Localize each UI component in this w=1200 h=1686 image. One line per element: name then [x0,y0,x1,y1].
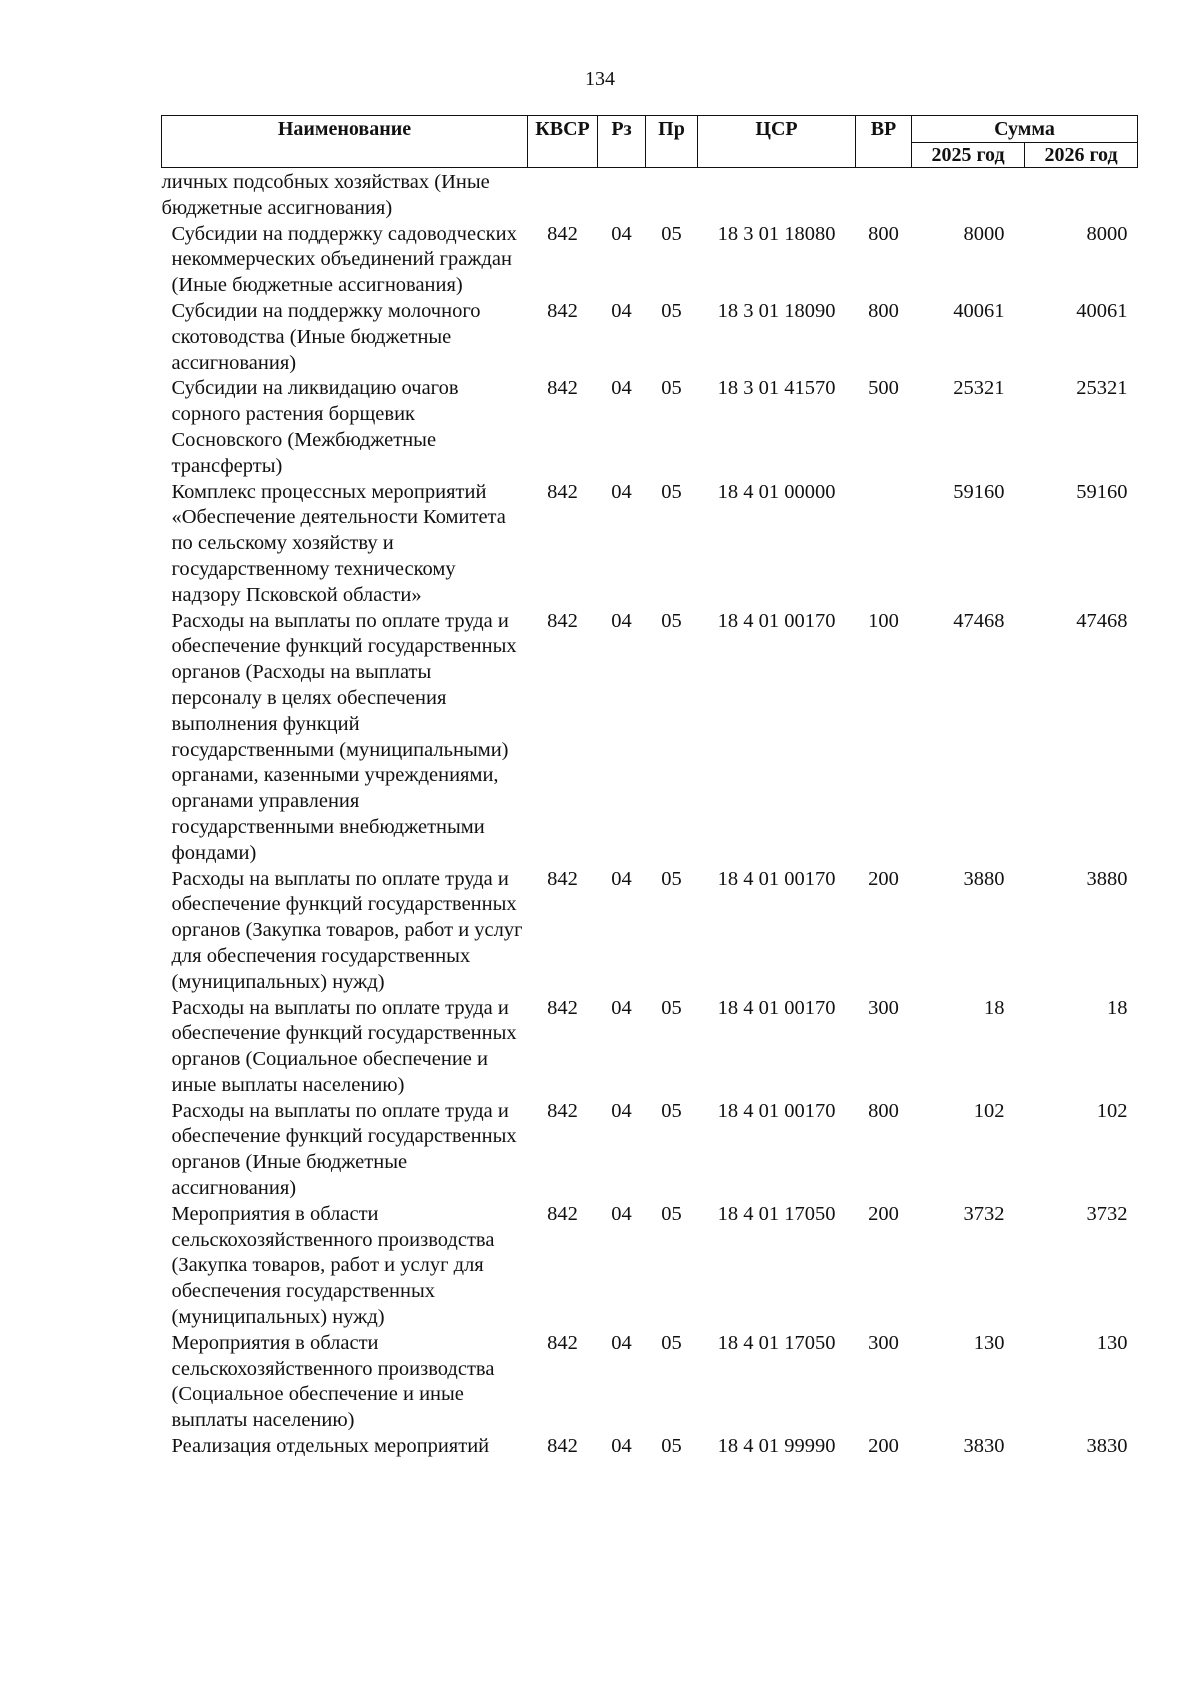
row-amount-2026: 3880 [1086,867,1128,890]
row-kvsr [528,168,598,222]
row-name: Расходы на выплаты по оплате труда и обеспечение функций государственных органов (Расходы на выплаты персоналу в целях обеспечения выполнения функций государственными (муниципальными) органами, казенными учреждениями, органами управления государственными внебюджетными фондами) [171,609,517,864]
table-row [162,867,1138,996]
row-csr: 18 3 01 18090 [717,299,836,322]
header-kvsr: КВСР [528,116,598,168]
row-rz [598,168,646,222]
row-amount-2025: 18 [984,996,1005,1019]
row-vr: 800 [868,1099,899,1122]
budget-table-container [161,115,1137,1460]
table-row [162,480,1138,609]
row-vr: 800 [868,299,899,322]
header-pr: Пр [646,116,698,168]
row-csr: 18 4 01 00170 [717,867,836,890]
table-row [162,609,1138,867]
row-vr: 100 [868,609,899,632]
row-name: Расходы на выплаты по оплате труда и обеспечение функций государственных органов (Иные бюджетные ассигнования) [171,1099,517,1200]
row-kvsr: 842 [547,480,578,503]
header-rz: Рз [598,116,646,168]
row-amount-2025 [912,168,1025,222]
row-name: личных подсобных хозяйствах (Иные бюджетные ассигнования) [161,171,490,219]
row-rz: 04 [611,996,632,1019]
row-kvsr: 842 [547,1202,578,1225]
row-name: Субсидии на поддержку молочного скотоводства (Иные бюджетные ассигнования) [171,299,481,374]
row-kvsr: 842 [547,299,578,322]
row-pr: 05 [661,609,682,632]
row-kvsr: 842 [547,1331,578,1354]
row-pr: 05 [661,1331,682,1354]
table-row [162,1202,1138,1331]
row-amount-2026: 3830 [1086,1435,1128,1458]
row-amount-2025: 130 [973,1331,1005,1354]
row-name: Мероприятия в области сельскохозяйственного производства (Закупка товаров, работ и услуг для обеспечения государственных (муниципальных) нужд) [171,1202,495,1329]
row-kvsr: 842 [547,222,578,245]
header-name: Наименование [162,116,528,168]
row-name: Субсидии на поддержку садоводческих некоммерческих объединений граждан (Иные бюджетные ассигнования) [171,222,517,297]
row-csr: 18 4 01 99990 [717,1435,836,1458]
row-kvsr: 842 [547,609,578,632]
row-vr [856,168,912,222]
row-amount-2026: 8000 [1086,222,1128,245]
header-year-2025: 2025 год [912,143,1025,168]
row-pr: 05 [661,867,682,890]
row-rz: 04 [611,867,632,890]
row-csr: 18 3 01 18080 [717,222,836,245]
header-vr: ВР [856,116,912,168]
row-amount-2026: 40061 [1076,299,1128,322]
row-csr: 18 4 01 00170 [717,1099,836,1122]
table-row [162,222,1138,299]
table-header [162,116,1138,168]
row-amount-2025: 47468 [953,609,1005,632]
row-amount-2026 [1025,168,1138,222]
row-csr: 18 4 01 17050 [717,1202,836,1225]
row-vr [856,480,912,609]
row-csr: 18 3 01 41570 [717,377,836,400]
row-pr: 05 [661,1099,682,1122]
row-amount-2026: 102 [1096,1099,1128,1122]
table-row [162,1434,1138,1460]
row-amount-2026: 59160 [1076,480,1128,503]
row-pr: 05 [661,299,682,322]
row-amount-2025: 25321 [953,377,1005,400]
row-vr: 200 [868,1435,899,1458]
row-csr: 18 4 01 00000 [717,480,836,503]
row-amount-2025: 59160 [953,480,1005,503]
row-name: Мероприятия в области сельскохозяйственного производства (Социальное обеспечение и иные выплаты населению) [171,1331,495,1432]
row-kvsr: 842 [547,996,578,1019]
row-amount-2025: 8000 [963,222,1005,245]
row-name: Расходы на выплаты по оплате труда и обеспечение функций государственных органов (Социальное обеспечение и иные выплаты населению) [171,996,517,1096]
header-year-2026: 2026 год [1025,143,1138,168]
budget-table [161,115,1138,1460]
header-sum: Сумма [912,116,1138,143]
row-rz: 04 [611,609,632,632]
row-rz: 04 [611,1202,632,1225]
row-amount-2025: 3830 [963,1435,1005,1458]
table-row [162,299,1138,376]
table-row [162,168,1138,222]
row-rz: 04 [611,480,632,503]
row-vr: 800 [868,222,899,245]
row-amount-2025: 102 [973,1099,1005,1122]
row-pr: 05 [661,1435,682,1458]
row-rz: 04 [611,222,632,245]
row-name: Реализация отдельных мероприятий [171,1435,490,1458]
row-amount-2025: 3732 [963,1202,1005,1225]
row-rz: 04 [611,1435,632,1458]
table-body [162,168,1138,1460]
row-amount-2026: 25321 [1076,377,1128,400]
row-name: Субсидии на ликвидацию очагов сорного растения борщевик Сосновского (Межбюджетные трансферты) [171,377,459,477]
row-pr: 05 [661,222,682,245]
row-vr: 200 [868,1202,899,1225]
row-csr: 18 4 01 17050 [717,1331,836,1354]
row-vr: 500 [868,377,899,400]
row-csr: 18 4 01 00170 [717,996,836,1019]
row-vr: 300 [868,1331,899,1354]
row-rz: 04 [611,1099,632,1122]
row-amount-2026: 3732 [1086,1202,1128,1225]
row-vr: 200 [868,867,899,890]
row-amount-2026: 130 [1096,1331,1128,1354]
row-kvsr: 842 [547,377,578,400]
row-kvsr: 842 [547,1435,578,1458]
row-rz: 04 [611,377,632,400]
row-pr: 05 [661,377,682,400]
table-row [162,1099,1138,1202]
row-amount-2025: 3880 [963,867,1005,890]
header-csr: ЦСР [698,116,856,168]
row-pr [646,168,698,222]
table-row [162,376,1138,479]
row-pr: 05 [661,480,682,503]
row-amount-2025: 40061 [953,299,1005,322]
row-rz: 04 [611,1331,632,1354]
row-rz: 04 [611,299,632,322]
row-kvsr: 842 [547,1099,578,1122]
row-pr: 05 [661,996,682,1019]
table-row [162,996,1138,1099]
row-name: Комплекс процессных мероприятий «Обеспечение деятельности Комитета по сельскому хозяйству и государственному техническому надзору Псковской области» [171,480,506,606]
row-kvsr: 842 [547,867,578,890]
page-number: 134 [585,68,615,90]
row-name: Расходы на выплаты по оплате труда и обеспечение функций государственных органов (Закупка товаров, работ и услуг для обеспечения государственных (муниципальных) нужд) [171,867,523,993]
row-pr: 05 [661,1202,682,1225]
row-csr [698,168,856,222]
row-amount-2026: 18 [1107,996,1128,1019]
row-csr: 18 4 01 00170 [717,609,836,632]
row-vr: 300 [868,996,899,1019]
row-amount-2026: 47468 [1076,609,1128,632]
table-row [162,1331,1138,1434]
